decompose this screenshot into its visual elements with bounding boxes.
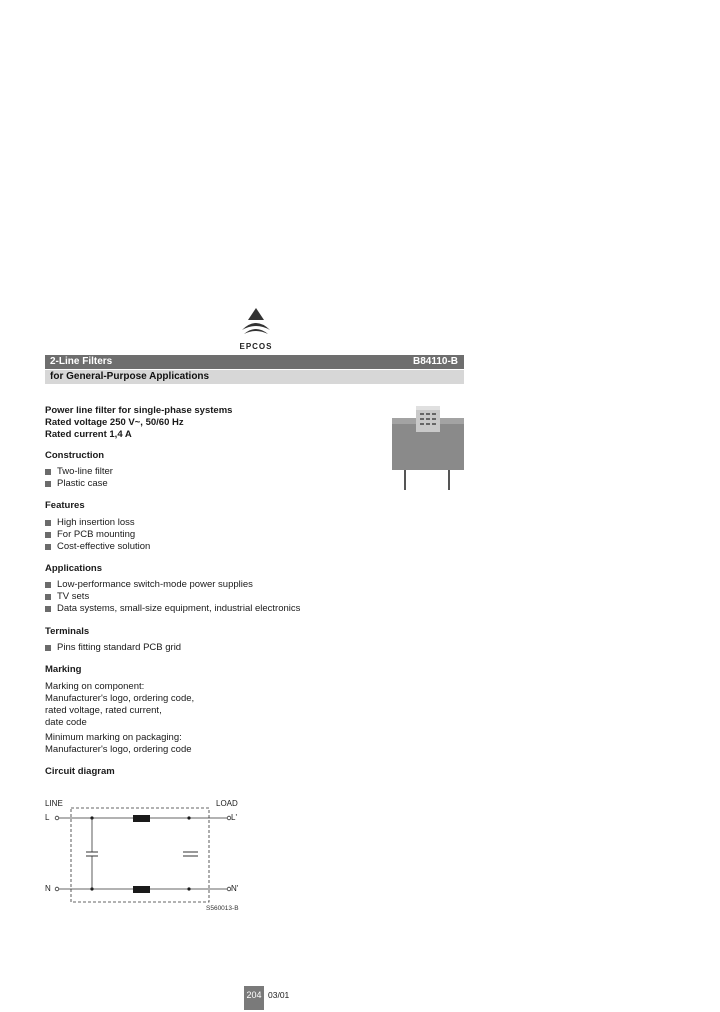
list-item: Pins fitting standard PCB grid [57, 642, 182, 653]
circuit-diagram [40, 800, 250, 910]
marking-line: Minimum marking on packaging: [45, 732, 182, 743]
bullet-icon [45, 481, 51, 487]
line-label: LINE [45, 799, 63, 808]
epcos-logo [234, 306, 278, 351]
features-heading: Features [45, 500, 85, 511]
bullet-icon [45, 606, 51, 612]
bullet-icon [45, 469, 51, 475]
marking-line: date code [45, 717, 87, 728]
epcos-logo-icon [234, 306, 278, 336]
list-item: Low-performance switch-mode power supplies [57, 579, 253, 590]
list-item: Two-line filter [57, 466, 113, 477]
marking-line: Manufacturer's logo, ordering code [45, 744, 192, 755]
terminal-l-out [227, 816, 231, 820]
marking-line: Marking on component: [45, 681, 145, 692]
bullet-icon [45, 532, 51, 538]
footer-date: 03/01 [268, 990, 290, 1000]
page-subtitle: for General-Purpose Applications [50, 371, 210, 382]
title-bar [45, 355, 464, 369]
bullet-icon [45, 544, 51, 550]
list-item: TV sets [57, 591, 90, 602]
inductor-l [133, 815, 150, 822]
list-item: High insertion loss [57, 517, 135, 528]
n-in-label: N [45, 884, 51, 893]
bullet-icon [45, 582, 51, 588]
terminal-l-in [55, 816, 59, 820]
marking-heading: Marking [45, 664, 82, 675]
terminal-n-in [55, 887, 59, 891]
intro-line: Rated current 1,4 A [45, 429, 132, 440]
diagram-ref-code: S560013-B [206, 905, 239, 912]
l-out-label: L' [231, 813, 237, 822]
intro-line: Rated voltage 250 V~, 50/60 Hz [45, 417, 184, 428]
marking-line: rated voltage, rated current, [45, 705, 162, 716]
page-title: 2-Line Filters [50, 356, 113, 367]
page-number: 204 [244, 986, 264, 1010]
list-item: Plastic case [57, 478, 108, 489]
intro-line: Power line filter for single-phase systems [45, 405, 233, 416]
logo-text: EPCOS [239, 342, 273, 351]
list-item: Cost-effective solution [57, 541, 151, 552]
subtitle-bar [45, 370, 464, 384]
part-number: B84110-B [412, 356, 458, 367]
marking-line: Manufacturer's logo, ordering code, [45, 693, 195, 704]
product-photo [390, 404, 468, 492]
bullet-icon [45, 520, 51, 526]
bullet-icon [45, 594, 51, 600]
construction-heading: Construction [45, 450, 105, 461]
circuit-heading: Circuit diagram [45, 766, 115, 777]
applications-heading: Applications [45, 563, 103, 574]
bullet-icon [45, 645, 51, 651]
list-item: For PCB mounting [57, 529, 136, 540]
inductor-n [133, 886, 150, 893]
terminals-heading: Terminals [45, 626, 90, 637]
load-label: LOAD [216, 799, 238, 808]
list-item: Data systems, small-size equipment, industrial electronics [57, 603, 301, 614]
n-out-label: N' [231, 884, 239, 893]
terminal-n-out [227, 887, 231, 891]
l-in-label: L [45, 813, 50, 822]
